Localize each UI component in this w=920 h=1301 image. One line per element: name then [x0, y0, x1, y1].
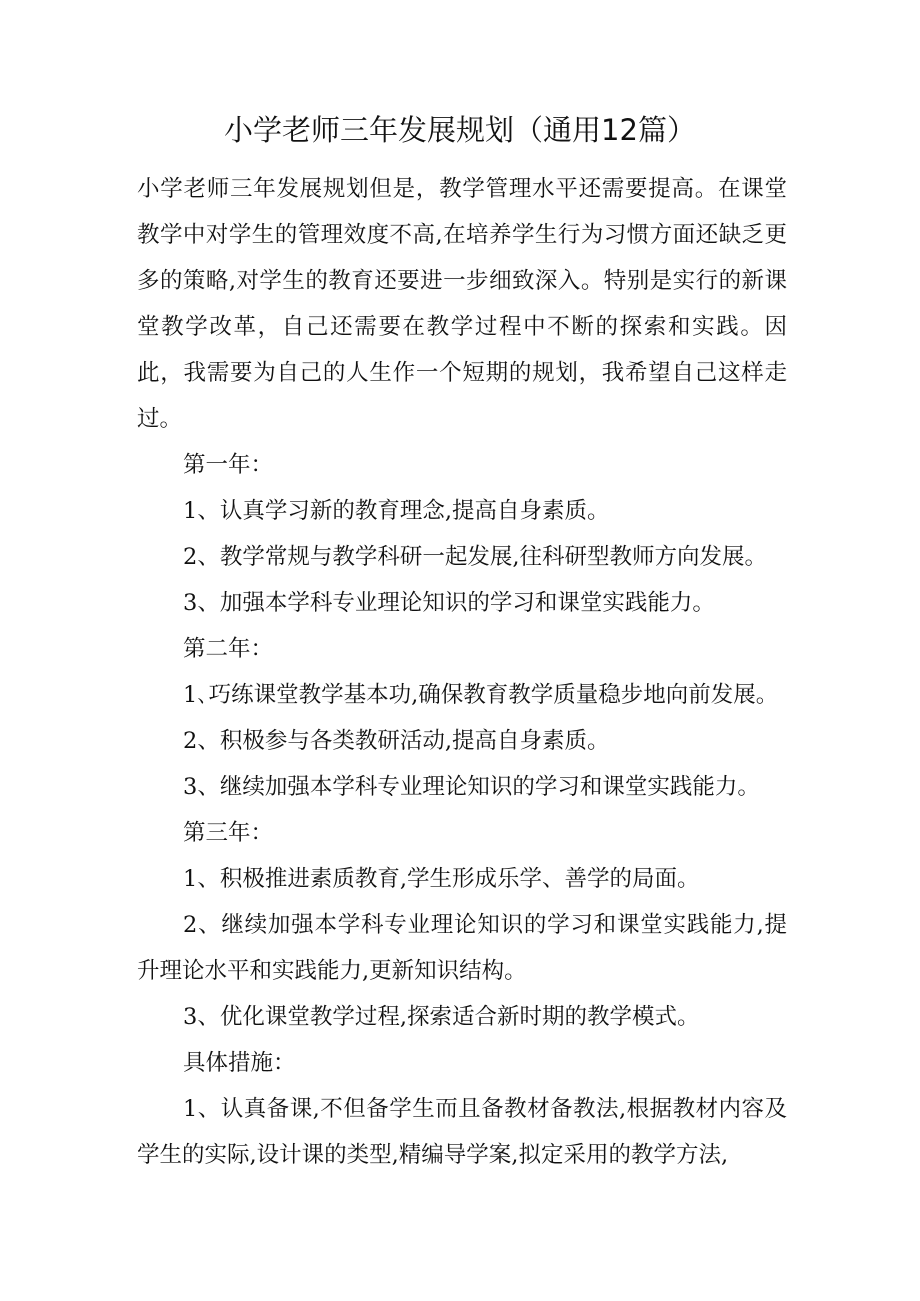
year2-item-3: 3、继续加强本学科专业理论知识的学习和课堂实践能力。 — [183, 774, 760, 800]
year3-heading: 第三年： — [183, 820, 274, 846]
year2-heading: 第二年： — [183, 636, 274, 662]
year1-item-3: 3、加强本学科专业理论知识的学习和课堂实践能力。 — [183, 590, 715, 616]
measures-item-1: 1、认真备课,不但备学生而且备教材备教法,根据教材内容及学生的实际,设计课的类型,精编导学案,拟定采用的教学方法, — [137, 1096, 787, 1168]
year2-item-2: 2、积极参与各类教研活动,提高自身素质。 — [183, 728, 610, 754]
document-title: 小学老师三年发展规划（通用12篇） — [224, 113, 696, 147]
year3-item-2: 2、继续加强本学科专业理论知识的学习和课堂实践能力,提升理论水平和实践能力,更新知识结构。 — [137, 912, 787, 984]
document-body — [137, 166, 787, 1178]
year3-item-1: 1、积极推进素质教育,学生形成乐学、善学的局面。 — [183, 866, 700, 892]
year2-item-1: 1､巧练课堂教学基本功,确保教育教学质量稳步地向前发展。 — [183, 682, 779, 708]
measures-heading: 具体措施： — [183, 1050, 296, 1076]
year3-item-3: 3、优化课堂教学过程,探索适合新时期的教学模式。 — [183, 1004, 700, 1030]
year1-heading: 第一年： — [183, 452, 274, 478]
year1-item-2: 2、教学常规与教学科研一起发展,往科研型教师方向发展。 — [183, 544, 767, 570]
year1-item-1: 1、认真学习新的教育理念,提高自身素质。 — [183, 498, 610, 524]
intro-paragraph: 小学老师三年发展规划但是，教学管理水平还需要提高。在课堂教学中对学生的管理效度不高,在培养学生行为习惯方面还缺乏更多的策略,对学生的教育还要进一步细致深入。特别是实行的新课堂教学改革，自己还需要在教学过程中不断的探索和实践。因此，我需要为自己的人生作一个短期的规划，我希望自己这样走过。 — [137, 176, 787, 432]
